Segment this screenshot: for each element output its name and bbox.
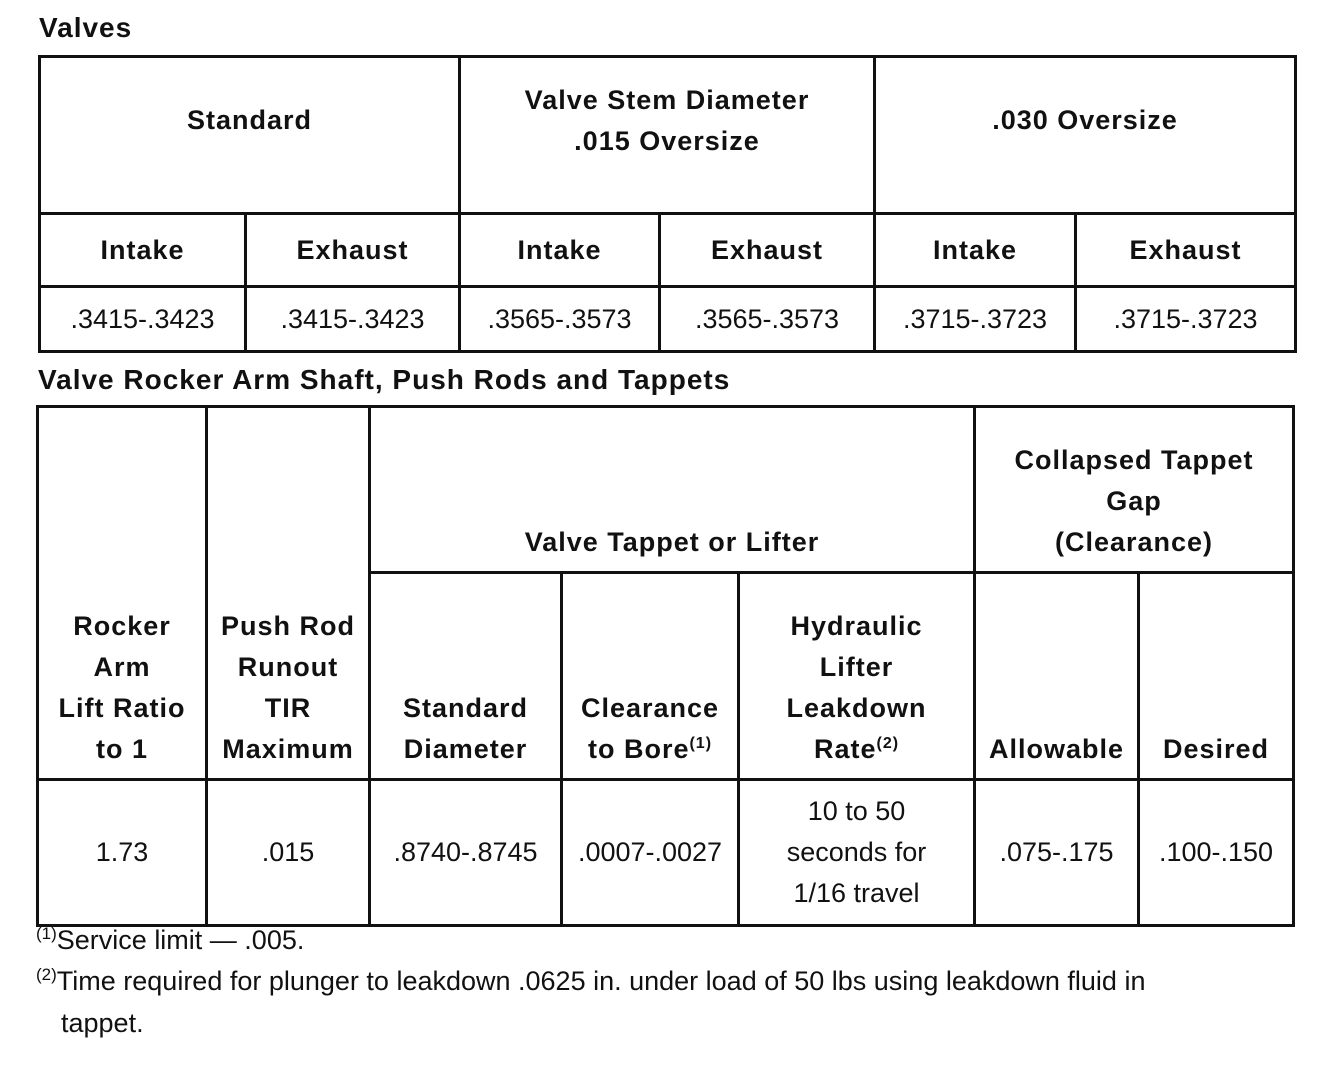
valves-section-title: Valves — [39, 12, 133, 43]
table-cell: .3715-.3723 — [1076, 287, 1296, 352]
header-clearance-to-bore: Clearance to Bore$^{(1)}$ — [562, 573, 739, 780]
rocker-group-header-row — [38, 407, 1294, 573]
header-allowable: Allowable — [975, 573, 1139, 780]
table-cell: .100-.150 — [1139, 780, 1294, 926]
table-cell: .3415-.3423 — [40, 287, 246, 352]
table-cell: .015 — [207, 780, 370, 926]
header-standard: Standard — [40, 57, 460, 214]
table-cell: 1.73 — [38, 780, 207, 926]
table-cell: .8740-.8745 — [370, 780, 562, 926]
header-stem-diameter-015-oversize: Valve Stem Diameter .015 Oversize — [460, 57, 875, 214]
footnote-mark: (2) — [36, 965, 57, 984]
header-push-rod-runout: Push Rod Runout TIR Maximum — [207, 407, 370, 780]
table-cell: .0007-.0027 — [562, 780, 739, 926]
header-rocker-arm-lift-ratio: Rocker Arm Lift Ratio to 1 — [38, 407, 207, 780]
header-intake: Intake — [875, 214, 1076, 287]
header-030-oversize: .030 Oversize — [875, 57, 1296, 214]
table-cell: .3565-.3573 — [660, 287, 875, 352]
table-cell: .3715-.3723 — [875, 287, 1076, 352]
header-intake: Intake — [460, 214, 660, 287]
footnote-2-continuation: tappet. — [61, 1008, 144, 1038]
valves-value-row — [40, 287, 1296, 352]
header-collapsed-tappet-gap: Collapsed Tappet Gap (Clearance) — [975, 407, 1294, 573]
valves-table — [38, 55, 1297, 353]
table-cell: .075-.175 — [975, 780, 1139, 926]
footnote-mark-2: (2) — [876, 735, 900, 752]
footnote-text: Time required for plunger to leakdown .0625 in. under load of 50 lbs using leakdown fluid in — [56, 966, 1146, 996]
footnote-mark: (1) — [36, 924, 57, 943]
footnote-mark-1: (1) — [689, 735, 713, 752]
header-hydraulic-lifter-leakdown-rate: Hydraulic Lifter Leakdown Rate$^{(2)}$ — [739, 573, 975, 780]
header-exhaust: Exhaust — [246, 214, 460, 287]
header-exhaust: Exhaust — [660, 214, 875, 287]
rocker-value-row — [38, 780, 1294, 926]
valves-group-header-row — [40, 57, 1296, 214]
header-standard-diameter: Standard Diameter — [370, 573, 562, 780]
header-intake: Intake — [40, 214, 246, 287]
table-cell: 10 to 50 seconds for 1/16 travel — [739, 780, 975, 926]
footnote-1 — [36, 919, 304, 961]
footnote-2 — [36, 960, 1145, 1002]
header-valve-tappet-or-lifter: Valve Tappet or Lifter — [370, 407, 975, 573]
header-exhaust: Exhaust — [1076, 214, 1296, 287]
table-cell: .3415-.3423 — [246, 287, 460, 352]
table-cell: .3565-.3573 — [460, 287, 660, 352]
valves-sub-header-row — [40, 214, 1296, 287]
rocker-section-title: Valve Rocker Arm Shaft, Push Rods and Tappets — [38, 364, 731, 395]
header-desired: Desired — [1139, 573, 1294, 780]
rocker-arm-table — [36, 405, 1295, 927]
footnote-text: Service limit — .005. — [56, 925, 305, 955]
